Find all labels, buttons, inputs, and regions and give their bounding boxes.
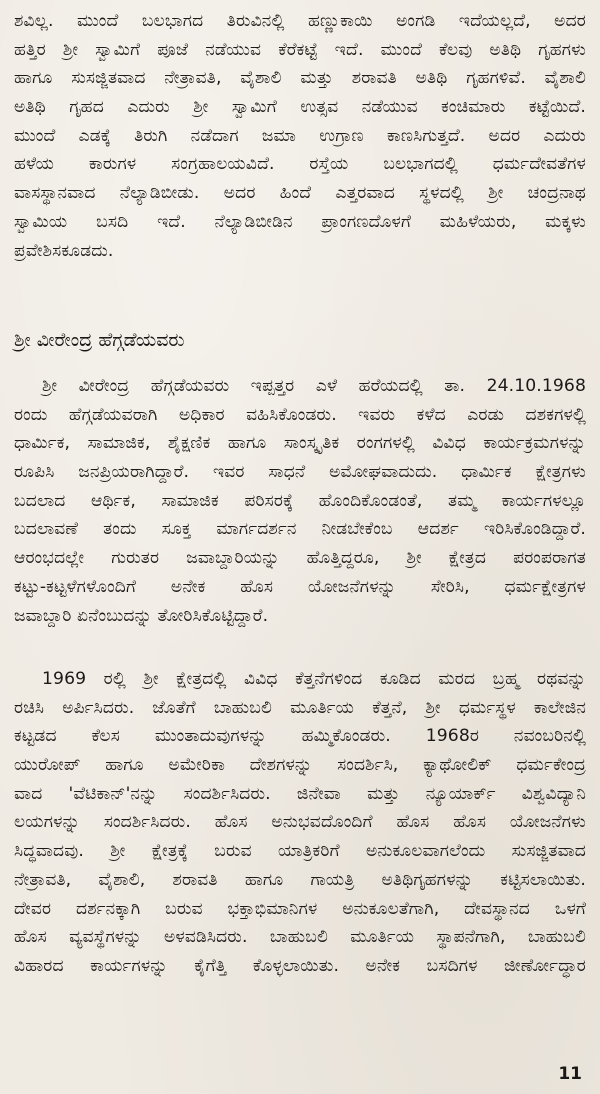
text-line: ವಾಸಸ್ಥಾನವಾದ ನೆಲ್ಯಾಡಿಬೀಡು. ಅದರ ಹಿಂದೆ ಎತ್ತರವಾದ ಸ್ಥಳದಲ್ಲಿ ಶ್ರೀ ಚಂದ್ರನಾಥ: [14, 183, 586, 204]
text-line: ಹೊಸ ವ್ಯವಸ್ಥೆಗಳನ್ನು ಅಳವಡಿಸಿದರು. ಬಾಹುಬಲಿ ಮೂರ್ತಿಯ ಸ್ಥಾಪನೆಗಾಗಿ, ಬಾಹುಬಲಿ: [14, 927, 586, 948]
text-line: ವಿಹಾರದ ಕಾರ್ಯಗಳನ್ನು ಕೈಗೆತ್ತಿ ಕೊಳ್ಳಲಾಯಿತು. ಅನೇಕ ಬಸದಿಗಳ ಜೀರ್ಣೋದ್ಧಾರ: [14, 955, 586, 976]
text-line: ರಂದು ಹೆಗ್ಗಡೆಯವರಾಗಿ ಅಧಿಕಾರ ವಹಿಸಿಕೊಂಡರು. ಇವರು ಕಳೆದ ಎರಡು ದಶಕಗಳಲ್ಲಿ: [14, 404, 586, 425]
text-line: ಸ್ವಾಮಿಯ ಬಸದಿ ಇದೆ. ನೆಲ್ಯಾಡಿಬೀಡಿನ ಪ್ರಾಂಗಣದೊಳಗೆ ಮಹಿಳೆಯರು, ಮಕ್ಕಳು: [14, 211, 586, 232]
text-line: ಅತಿಥಿ ಗೃಹದ ಎದುರು ಶ್ರೀ ಸ್ವಾಮಿಗೆ ಉತ್ಸವ ನಡೆಯುವ ಕಂಚಿಮಾರು ಕಟ್ಟೆಯಿದೆ.: [14, 97, 586, 118]
paragraph-3: [14, 665, 586, 981]
text-line: ಲಯಗಳನ್ನು ಸಂದರ್ಶಿಸಿದರು. ಹೊಸ ಅನುಭವದೊಂದಿಗೆ ಹೊಸ ಹೊಸ ಯೋಜನೆಗಳು: [14, 812, 586, 833]
text-line: ಕಟ್ಟು-ಕಟ್ಟಳೆಗಳೊಂದಿಗೆ ಅನೇಕ ಹೊಸ ಯೋಜನೆಗಳನ್ನು ಸೇರಿಸಿ, ಧರ್ಮಕ್ಷೇತ್ರಗಳ: [14, 576, 586, 597]
text-line: ಮುಂದೆ ಎಡಕ್ಕೆ ತಿರುಗಿ ನಡೆದಾಗ ಜಮಾ ಉಗ್ರಾಣ ಕಾಣಸಿಗುತ್ತದೆ. ಅದರ ಎದುರು: [14, 125, 586, 146]
paragraph-1: [14, 7, 586, 265]
text-line: ನೇತ್ರಾವತಿ, ವೈಶಾಲಿ, ಶರಾವತಿ ಹಾಗೂ ಗಾಯತ್ರಿ ಅತಿಥಿಗೃಹಗಳನ್ನು ಕಟ್ಟಿಸಲಾಯಿತು.: [14, 869, 586, 890]
text-line: ಸಿದ್ಧವಾದವು. ಶ್ರೀ ಕ್ಷೇತ್ರಕ್ಕೆ ಬರುವ ಯಾತ್ರಿಕರಿಗೆ ಅನುಕೂಲವಾಗಲೆಂದು ಸುಸಜ್ಜಿತವಾದ: [14, 841, 586, 862]
text-line: 1969 ರಲ್ಲಿ ಶ್ರೀ ಕ್ಷೇತ್ರದಲ್ಲಿ ವಿವಿಧ ಕೆತ್ತನೆಗಳಿಂದ ಕೂಡಿದ ಮರದ ಬ್ರಹ್ಮ ರಥವನ್ನು: [42, 669, 586, 689]
text-line: ರಚಿಸಿ ಅರ್ಪಿಸಿದರು. ಜೊತೆಗೆ ಬಾಹುಬಲಿ ಮೂರ್ತಿಯ ಕೆತ್ತನೆ, ಶ್ರೀ ಧರ್ಮಸ್ಥಳ ಕಾಲೇಜಿನ: [14, 697, 586, 718]
text-line: ಯುರೋಪ್ ಹಾಗೂ ಅಮೇರಿಕಾ ದೇಶಗಳನ್ನು ಸಂದರ್ಶಿಸಿ, ಕ್ಯಾಥೋಲಿಕ್ ಧರ್ಮಕೇಂದ್ರ: [14, 755, 586, 776]
text-line: ಹಾಗೂ ಸುಸಜ್ಜಿತವಾದ ನೇತ್ರಾವತಿ, ವೈಶಾಲಿ ಮತ್ತು ಶರಾವತಿ ಅತಿಥಿ ಗೃಹಗಳಿವೆ. ವೈಶಾಲಿ: [14, 68, 586, 89]
text-line: ರೂಪಿಸಿ ಜನಪ್ರಿಯರಾಗಿದ್ದಾರೆ. ಇವರ ಸಾಧನೆ ಅಮೋಘವಾದುದು. ಧಾರ್ಮಿಕ ಕ್ಷೇತ್ರಗಳು: [14, 462, 586, 483]
text-line: ಹತ್ತಿರ ಶ್ರೀ ಸ್ವಾಮಿಗೆ ಪೂಜೆ ನಡೆಯುವ ಕೆರೆಕಟ್ಟೆ ಇದೆ. ಮುಂದೆ ಕೆಲವು ಅತಿಥಿ ಗೃಹಗಳು: [14, 39, 586, 60]
text-line: ದೇವರ ದರ್ಶನಕ್ಕಾಗಿ ಬರುವ ಭಕ್ತಾಭಿಮಾನಿಗಳ ಅನುಕೂಲತೆಗಾಗಿ, ದೇವಸ್ಥಾನದ ಒಳಗೆ: [14, 898, 586, 919]
text-line: ಹಳೆಯ ಕಾರುಗಳ ಸಂಗ್ರಹಾಲಯವಿದೆ. ರಸ್ತೆಯ ಬಲಭಾಗದಲ್ಲಿ ಧರ್ಮದೇವತೆಗಳ: [14, 154, 586, 175]
text-line: ಶ್ರೀ ವೀರೇಂದ್ರ ಹೆಗ್ಗಡೆಯವರು ಇಪ್ಪತ್ತರ ಎಳೆ ಹರೆಯದಲ್ಲಿ ತಾ. 24.10.1968: [42, 376, 586, 396]
page-number: 11: [558, 1064, 582, 1084]
text-line: ಧಾರ್ಮಿಕ, ಸಾಮಾಜಿಕ, ಶೈಕ್ಷಣಿಕ ಹಾಗೂ ಸಾಂಸ್ಕೃತಿಕ ರಂಗಗಳಲ್ಲಿ ವಿವಿಧ ಕಾರ್ಯಕ್ರಮಗಳನ್ನು: [14, 433, 586, 454]
text-line: ಕಟ್ಟಡದ ಕೆಲಸ ಮುಂತಾದುವುಗಳನ್ನು ಹಮ್ಮಿಕೊಂಡರು. 1968ರ ನವಂಬರಿನಲ್ಲಿ: [14, 726, 586, 747]
text-line: ಬದಲಾವಣೆ ತಂದು ಸೂಕ್ತ ಮಾರ್ಗದರ್ಶನ ನೀಡಬೇಕೆಂಬ ಆದರ್ಶ ಇರಿಸಿಕೊಂಡಿದ್ದಾರೆ.: [14, 519, 586, 540]
text-line: ಶವಿಲ್ಲ. ಮುಂದೆ ಬಲಭಾಗದ ತಿರುವಿನಲ್ಲಿ ಹಣ್ಣುಕಾಯಿ ಅಂಗಡಿ ಇದೆಯಲ್ಲದೆ, ಅದರ: [14, 11, 586, 31]
text-line: ಜವಾಬ್ದಾರಿ ಏನೆಂಬುದನ್ನು ತೋರಿಸಿಕೊಟ್ಟಿದ್ದಾರೆ.: [14, 605, 269, 626]
text-line: ಆರಂಭದಲ್ಲೇ ಗುರುತರ ಜವಾಬ್ದಾರಿಯನ್ನು ಹೊತ್ತಿದ್ದರೂ, ಶ್ರೀ ಕ್ಷೇತ್ರದ ಪರಂಪರಾಗತ: [14, 548, 586, 569]
text-line: ಬದಲಾದ ಆರ್ಥಿಕ, ಸಾಮಾಜಿಕ ಪರಿಸರಕ್ಕೆ ಹೊಂದಿಕೊಂಡಂತೆ, ತಮ್ಮ ಕಾರ್ಯಗಳಲ್ಲೂ: [14, 490, 586, 511]
section-heading: ಶ್ರೀ ವೀರೇಂದ್ರ ಹೆಗ್ಗಡೆಯವರು: [14, 329, 185, 351]
text-line: ವಾದ 'ವೆಟಿಕಾನ್'ನನ್ನು ಸಂದರ್ಶಿಸಿದರು. ಜಿನೇವಾ ಮತ್ತು ನ್ಯೂಯಾರ್ಕ್ ವಿಶ್ವವಿದ್ಯಾನಿ: [14, 783, 586, 804]
paragraph-2: [14, 372, 586, 630]
text-line: ಪ್ರವೇಶಿಸಕೂಡದು.: [14, 240, 114, 261]
